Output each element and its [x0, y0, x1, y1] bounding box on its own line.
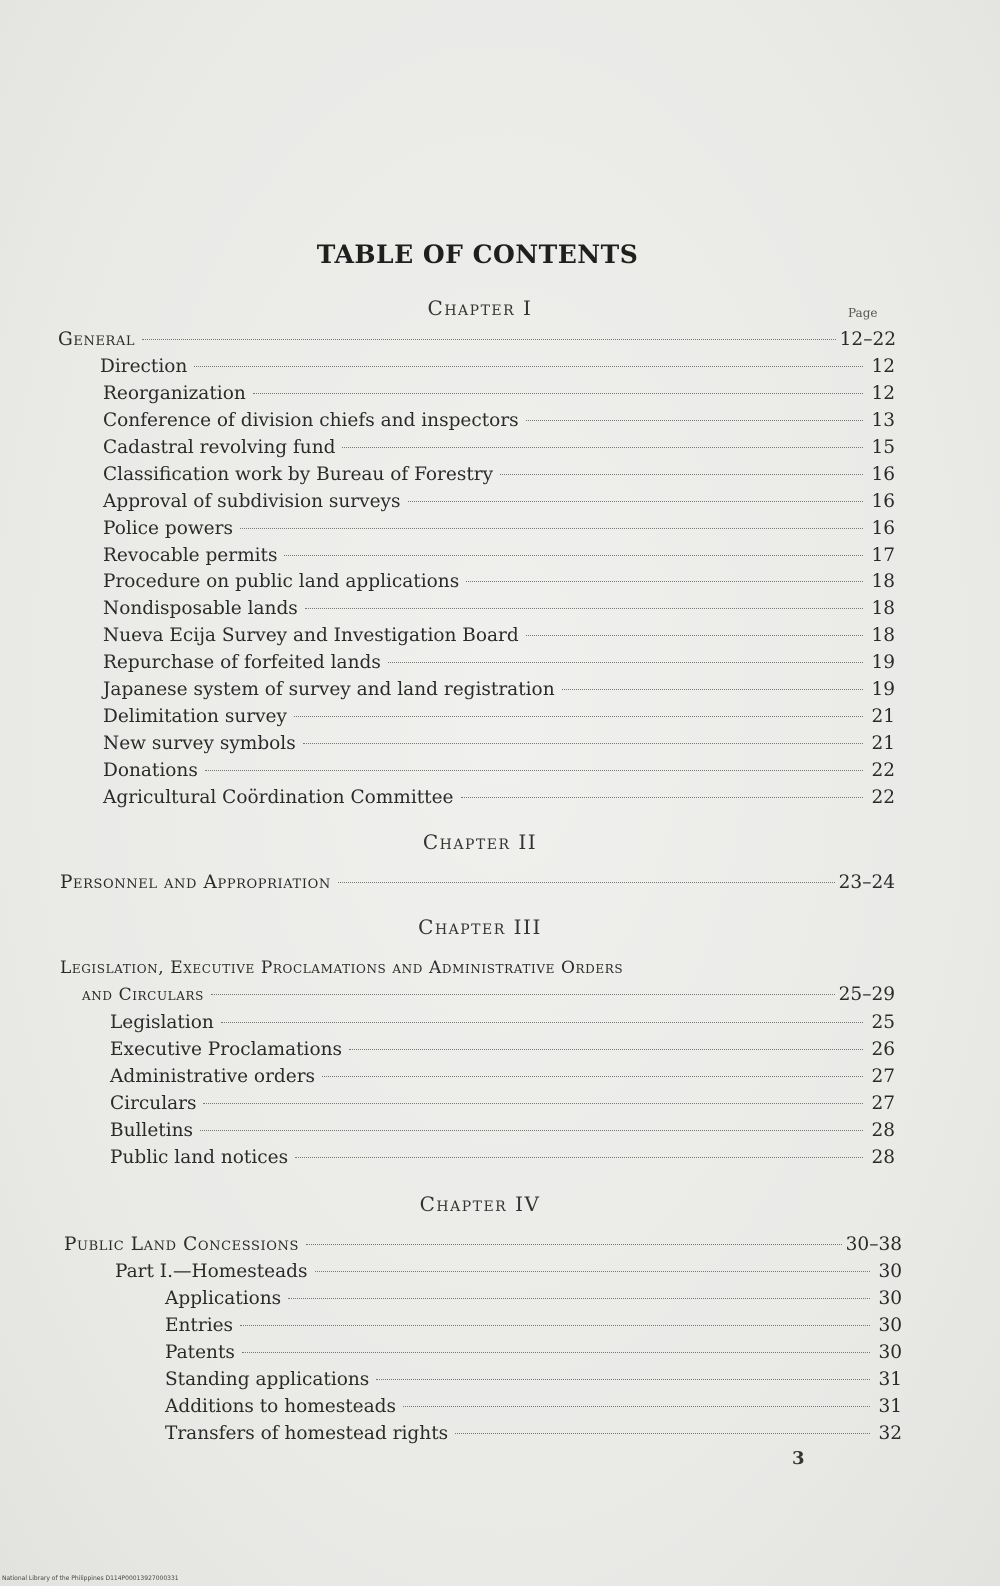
toc-entry: [110, 1118, 895, 1144]
toc-entry: [100, 354, 895, 380]
toc-entry-page: 25–29: [838, 984, 895, 1005]
leader-dots: [242, 1352, 870, 1353]
toc-entry-label: Nueva Ecija Survey and Investigation Board: [103, 625, 519, 646]
toc-entry: [103, 569, 895, 595]
toc-entry-label: Nondisposable lands: [103, 598, 298, 619]
leader-dots: [221, 1022, 863, 1023]
leader-dots: [284, 555, 863, 556]
toc-entry-page: 16: [871, 491, 895, 512]
toc-entry-label: Additions to homesteads: [165, 1396, 396, 1417]
toc-entry-page: 12: [871, 356, 895, 377]
leader-dots: [211, 994, 835, 995]
toc-entry-page: 22: [871, 760, 895, 781]
leader-dots: [240, 1325, 870, 1326]
toc-entry-page: 18: [871, 625, 895, 646]
toc-entry-label: Personnel and Appropriation: [60, 872, 331, 893]
toc-entry-page: 31: [878, 1396, 902, 1417]
toc-entry-label: Standing applications: [165, 1369, 370, 1390]
leader-dots: [194, 366, 863, 367]
toc-entry-label: Legislation: [110, 1012, 214, 1033]
leader-dots: [562, 689, 863, 690]
leader-dots: [203, 1103, 863, 1104]
chapter-1-heading: Chapter I: [427, 296, 533, 320]
toc-entry-page: 16: [871, 518, 895, 539]
toc-entry: [60, 870, 895, 896]
leader-dots: [349, 1049, 863, 1050]
toc-entry-label: Public land notices: [110, 1147, 289, 1168]
toc-entry-page: 15: [871, 437, 895, 458]
toc-entry-label: Procedure on public land applications: [103, 571, 460, 592]
leader-dots: [500, 474, 863, 475]
chapter-2-heading: Chapter II: [422, 830, 538, 854]
leader-dots: [295, 1157, 863, 1158]
toc-entry-page: 27: [871, 1066, 895, 1087]
leader-dots: [461, 797, 864, 798]
toc-entry: [110, 1064, 895, 1090]
leader-dots: [342, 447, 863, 448]
toc-entry-label: General: [58, 329, 136, 350]
toc-entry-page: 30: [878, 1315, 902, 1336]
toc-entry-label: and Circulars: [82, 985, 204, 1005]
leader-dots: [315, 1271, 871, 1272]
toc-entry-label: Approval of subdivision surveys: [103, 491, 401, 512]
leader-dots: [526, 635, 863, 636]
toc-entry: [110, 1091, 895, 1117]
leader-dots: [200, 1130, 863, 1131]
toc-entry-label: Delimitation survey: [103, 706, 287, 727]
toc-entry: [103, 623, 895, 649]
toc-entry-label: Transfers of homestead rights: [165, 1423, 449, 1444]
toc-entry-label: Administrative orders: [110, 1066, 316, 1087]
toc-entry: [165, 1394, 902, 1420]
toc-entry-page: 30: [878, 1288, 902, 1309]
chapter-3-heading: Chapter III: [418, 915, 542, 939]
toc-entry-page: 30: [878, 1261, 902, 1282]
toc-entry-page: 28: [871, 1120, 895, 1141]
toc-entry-page: 19: [871, 652, 895, 673]
page-title: TABLE OF CONTENTS: [316, 240, 639, 269]
page-number: 3: [792, 1448, 805, 1469]
toc-entry-label: Agricultural Coördination Committee: [103, 787, 454, 808]
toc-entry: [64, 1232, 902, 1258]
leader-dots: [403, 1406, 870, 1407]
leader-dots: [526, 420, 863, 421]
toc-entry: [103, 731, 895, 757]
toc-entry-page: 12: [871, 383, 895, 404]
toc-entry-label: Executive Proclamations: [110, 1039, 342, 1060]
toc-entry-page: 19: [871, 679, 895, 700]
toc-entry: [103, 462, 895, 488]
leader-dots: [253, 393, 863, 394]
toc-entry-page: 12–22: [839, 329, 896, 350]
toc-entry: [165, 1367, 902, 1393]
toc-entry-page: 31: [878, 1369, 902, 1390]
toc-entry-page: 13: [871, 410, 895, 431]
leader-dots: [306, 1244, 842, 1245]
toc-entry-page: 16: [871, 464, 895, 485]
toc-entry-label: Circulars: [110, 1093, 197, 1114]
toc-entry-label: Direction: [100, 356, 188, 377]
toc-entry-label: Part I.—Homesteads: [115, 1261, 308, 1282]
toc-entry-label: Cadastral revolving fund: [103, 437, 336, 458]
toc-entry-label: Donations: [103, 760, 198, 781]
toc-entry: [82, 982, 895, 1008]
toc-entry: [103, 381, 895, 407]
toc-entry: [165, 1313, 902, 1339]
toc-entry: [103, 785, 895, 811]
toc-entry: [103, 704, 895, 730]
toc-entry-page: 30: [878, 1342, 902, 1363]
chapter-4-heading: Chapter IV: [419, 1192, 541, 1216]
toc-entry: [103, 650, 895, 676]
toc-entry-label: Police powers: [103, 518, 233, 539]
leader-dots: [466, 581, 863, 582]
toc-entry-page: 30–38: [845, 1234, 902, 1255]
leader-dots: [142, 339, 836, 340]
toc-entry-page: 25: [871, 1012, 895, 1033]
toc-entry: [110, 1037, 895, 1063]
chapter-3-section-heading: Legislation, Executive Proclamations and Administrative Orders: [60, 958, 624, 978]
toc-entry-page: 18: [871, 598, 895, 619]
toc-entry: [165, 1286, 902, 1312]
toc-entry-label: Public Land Concessions: [64, 1234, 299, 1255]
leader-dots: [205, 770, 863, 771]
toc-entry: [103, 543, 895, 569]
toc-entry-page: 18: [871, 571, 895, 592]
leader-dots: [408, 501, 864, 502]
toc-entry: [103, 758, 895, 784]
toc-entry-label: New survey symbols: [103, 733, 296, 754]
toc-entry: [103, 435, 895, 461]
toc-entry-label: Entries: [165, 1315, 234, 1336]
toc-entry: [103, 516, 895, 542]
toc-entry-label: Japanese system of survey and land registration: [103, 679, 555, 700]
toc-entry: [110, 1010, 895, 1036]
leader-dots: [288, 1298, 870, 1299]
leader-dots: [388, 662, 863, 663]
leader-dots: [376, 1379, 870, 1380]
leader-dots: [240, 528, 863, 529]
toc-entry-label: Reorganization: [103, 383, 246, 404]
leader-dots: [305, 608, 863, 609]
leader-dots: [294, 716, 863, 717]
toc-entry: [103, 596, 895, 622]
leader-dots: [455, 1433, 870, 1434]
leader-dots: [338, 882, 835, 883]
toc-entry-page: 28: [871, 1147, 895, 1168]
toc-entry-page: 26: [871, 1039, 895, 1060]
toc-entry: [115, 1259, 902, 1285]
toc-entry-page: 27: [871, 1093, 895, 1114]
page-column-label: Page: [848, 306, 878, 320]
scan-credit: National Library of the Philippines D114P00013927000331: [2, 1575, 179, 1582]
toc-entry: [103, 489, 895, 515]
toc-entry-label: Revocable permits: [103, 545, 278, 566]
toc-entry-page: 32: [878, 1423, 902, 1444]
toc-entry-label: Bulletins: [110, 1120, 194, 1141]
toc-entry-page: 21: [871, 706, 895, 727]
toc-entry: [110, 1145, 895, 1171]
toc-entry: [103, 677, 895, 703]
toc-entry-page: 17: [871, 545, 895, 566]
leader-dots: [322, 1076, 863, 1077]
toc-entry-page: 22: [871, 787, 895, 808]
toc-entry: [103, 408, 895, 434]
toc-entry-page: 23–24: [838, 872, 895, 893]
toc-entry: [58, 327, 896, 353]
toc-entry: [165, 1340, 902, 1366]
leader-dots: [303, 743, 863, 744]
toc-entry-label: Conference of division chiefs and inspectors: [103, 410, 519, 431]
toc-entry: [165, 1421, 902, 1447]
toc-entry-page: 21: [871, 733, 895, 754]
toc-entry-label: Classification work by Bureau of Forestry: [103, 464, 494, 485]
toc-entry-label: Applications: [165, 1288, 282, 1309]
toc-entry-label: Patents: [165, 1342, 235, 1363]
toc-entry-label: Repurchase of forfeited lands: [103, 652, 381, 673]
